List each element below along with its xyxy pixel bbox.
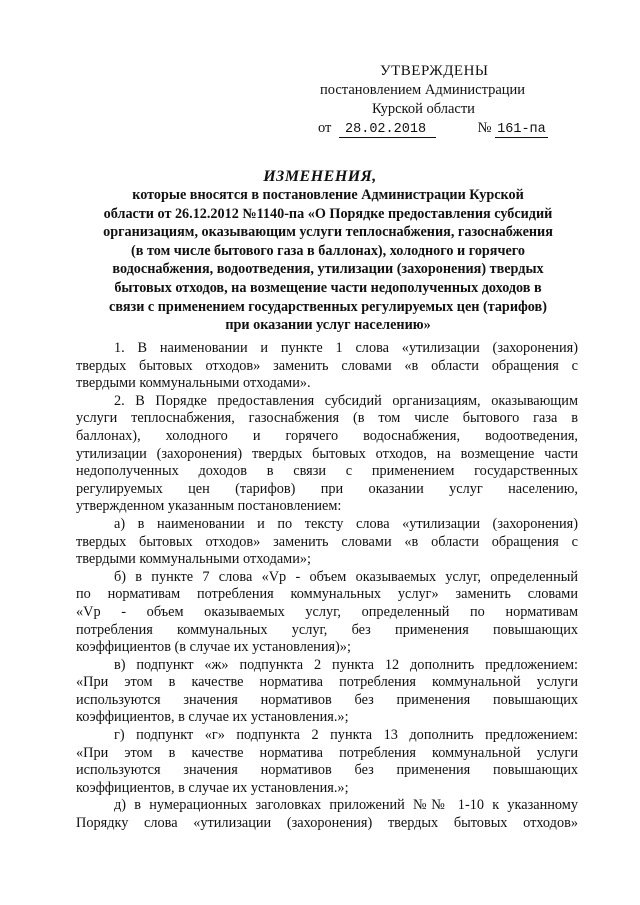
text-line: услуги теплоснабжения, газоснабжения (в том числе бытового газа в [76,410,578,427]
text-line: 2. В Порядке предоставления субсидий организациям, оказывающим [114,392,578,409]
paragraph-2g [76,727,578,797]
approval-region: Курской области [372,101,475,117]
date-prefix: от [318,120,332,136]
subtitle-line: которые вносятся в постановление Администрации Курской [132,187,524,203]
text-line: 1. В наименовании и пункте 1 слова «утилизации (захоронения) [114,340,578,356]
subtitle-line: (в том числе бытового газа в баллонах), холодного и горячего [131,242,525,259]
approval-title: УТВЕРЖДЕНЫ [380,63,489,79]
approval-issuer: постановлением Администрации [320,82,526,98]
text-line: твердых бытовых отходов» заменить словами «в области обращения с [76,533,578,550]
subtitle-line: области от 26.12.2012 №1140-па «О Порядке предоставления субсидий [103,205,553,222]
text-line: утвержденном указанным постановлением: [76,498,342,515]
number-prefix: № [477,120,492,136]
subtitle-line: связи с применением государственных регулируемых цен (тарифов) [109,298,547,315]
paragraph-2v [76,657,578,727]
text-line: потребления коммунальных услуг, без применения повышающих [76,621,578,638]
approval-block [318,62,578,138]
text-line: регулируемых цен (тарифов) при оказании услуг населению, [76,480,578,497]
text-line: коэффициентов, в случае их установления.»; [76,709,349,726]
text-line: «При этом в качестве норматива потребления коммунальной услуги [76,744,578,761]
text-line: коэффициентов, в случае их установления.»; [76,779,349,796]
paragraph-2a [76,516,578,569]
text-line: используются значения нормативов без применения повышающих [76,762,578,779]
subtitle-line: бытовых отходов, на возмещение части недополученных доходов в [114,279,542,296]
document-title: ИЗМЕНЕНИЯ, [263,168,377,185]
text-line: по нормативам потребления коммунальных услуг» заменить словами [76,586,578,603]
text-line: г) подпункт «г» подпункта 2 пункта 13 дополнить предложением: [114,727,578,744]
text-line: утилизации (захоронения) твердых бытовых отходов, на возмещение части [76,445,578,462]
text-line: твердых бытовых отходов» заменить словами «в области обращения с [76,357,578,374]
text-line: а) в наименовании и по тексту слова «утилизации (захоронения) [114,515,578,532]
text-line: недополученных доходов в связи с применением государственных [76,463,578,480]
paragraph-1 [76,340,578,393]
text-line: в) подпункт «ж» подпункта 2 пункта 12 дополнить предложением: [114,656,578,673]
text-line: «При этом в качестве норматива потребления коммунальной услуги [76,674,578,691]
text-line: «Vр - объем оказываемых услуг, определенный по нормативам [76,603,578,620]
text-line: баллонах), холодного и горячего водоснабжения, водоотведения, [76,427,578,444]
document-body [76,340,578,833]
approval-number: 161-па [497,122,546,137]
subtitle-line: водоснабжения, водоотведения, утилизации (захоронения) твердых [112,261,544,278]
paragraph-2 [76,393,578,516]
subtitle-line: при оказании услуг населению» [225,317,431,334]
paragraph-2d [76,797,578,832]
text-line: твердыми коммунальными отходами»; [76,551,312,568]
approval-date-number [318,119,578,138]
subtitle-line: организациям, оказывающим услуги теплоснабжения, газоснабжения [103,224,553,241]
text-line: коэффициентов (в случае их установления)»; [76,639,351,656]
document-subtitle [80,186,576,335]
text-line: д) в нумерационных заголовках приложений №№ 1-10 к указанному [114,797,578,814]
text-line: Порядку слова «утилизации (захоронения) твердых бытовых отходов» [76,815,578,832]
text-line: твердыми коммунальными отходами». [76,375,311,392]
text-line: используются значения нормативов без применения повышающих [76,691,578,708]
approval-date: 28.02.2018 [339,122,436,138]
paragraph-2b [76,569,578,657]
text-line: б) в пункте 7 слова «Vр - объем оказываемых услуг, определенный [114,568,578,585]
